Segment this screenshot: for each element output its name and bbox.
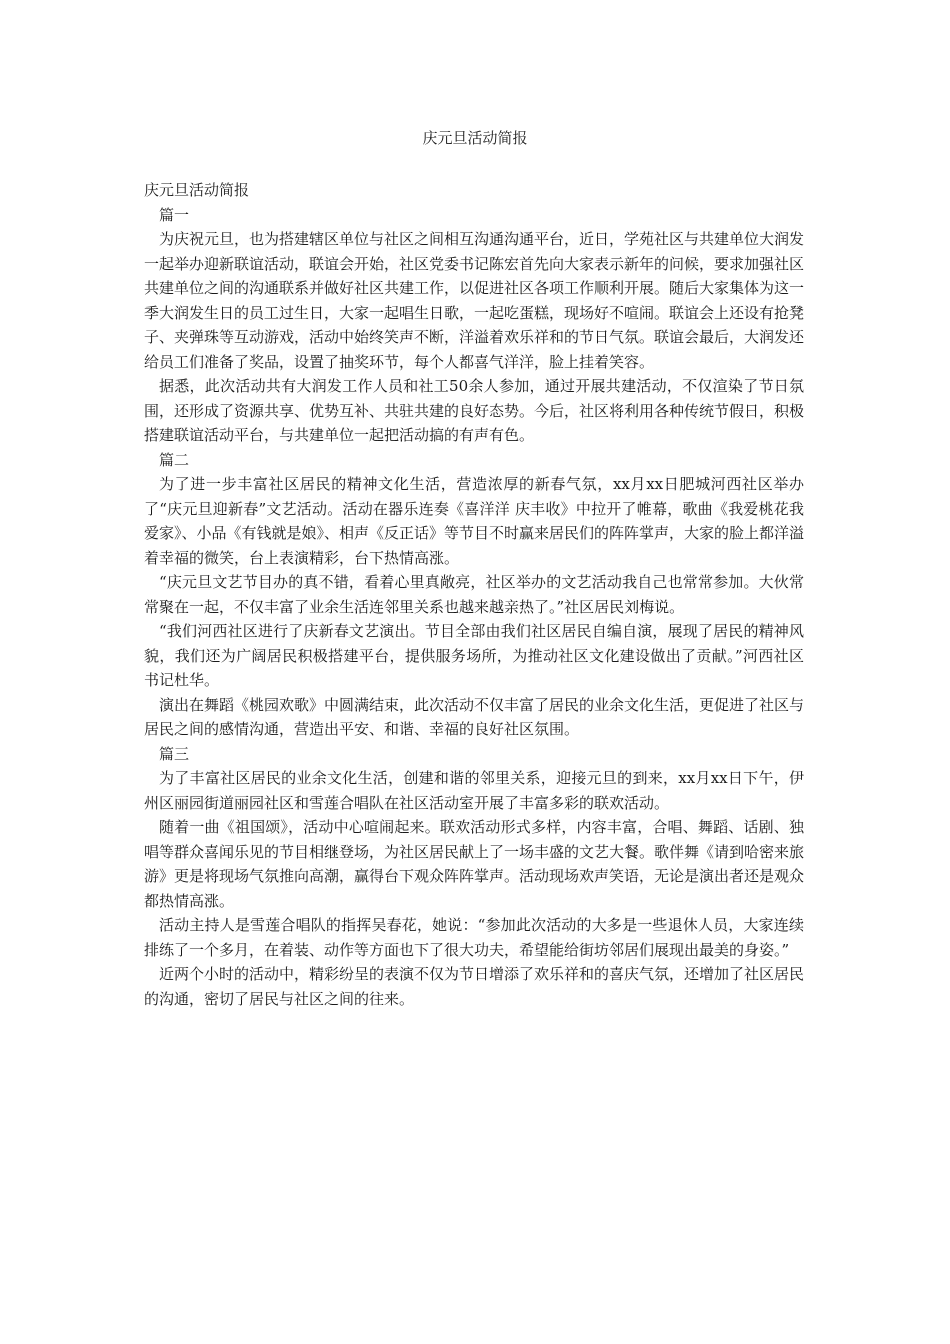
paragraph: 为庆祝元旦，也为搭建辖区单位与社区之间相互沟通沟通平台，近日，学苑社区与共建单位大润发一起举办迎新联谊活动，联谊会开始，社区党委书记陈宏首先向大家表示新年的问候，要求加强社区共建单位之间的沟通联系并做好社区共建工作，以促进社区各项工作顺利开展。随后大家集体为这一季大润发生日的员工过生日，大家一起唱生日歌，一起吃蛋糕，现场好不喧闹。联谊会上还设有抢凳子、夹弹珠等互动游戏，活动中始终笑声不断，洋溢着欢乐祥和的节日气氛。联谊会最后，大润发还给员工们准备了奖品，设置了抽奖环节，每个人都喜气洋洋，脸上挂着笑容。 [144, 230, 805, 371]
document-title: 庆元旦活动简报 [422, 129, 528, 147]
paragraph: 为了丰富社区居民的业余文化生活，创建和谐的邻里关系，迎接元旦的到来，xx月xx日下午，伊州区丽园街道丽园社区和雪莲合唱队在社区活动室开展了丰富多彩的联欢活动。 [144, 769, 804, 812]
paragraph: 据悉，此次活动共有大润发工作人员和社工50余人参加，通过开展共建活动，不仅渲染了节日氛围，还形成了资源共享、优势互补、共驻共建的良好态势。今后，社区将利用各种传统节假日，积极搭建联谊活动平台，与共建单位一起把活动搞的有声有色。 [144, 377, 805, 444]
paragraph: 演出在舞蹈《桃园欢歌》中圆满结束，此次活动不仅丰富了居民的业余文化生活，更促进了社区与居民之间的感情沟通，营造出平安、和谐、幸福的良好社区氛围。 [144, 695, 805, 738]
paragraph: 为了进一步丰富社区居民的精神文化生活，营造浓厚的新春气氛，xx月xx日肥城河西社区举办了“庆元旦迎新春”文艺活动。活动在器乐连奏《喜洋洋 庆丰收》中拉开了帷幕，歌曲《我爱桃花我爱家》、小品《有钱就是娘》、相声《反正话》等节目不时赢来居民们的阵阵掌声，大家的脸上都洋溢着幸福的微笑，台上表演精彩，台下热情高涨。 [144, 475, 805, 567]
paragraph: “庆元旦文艺节目办的真不错，看着心里真敞亮，社区举办的文艺活动我自己也常常参加。大伙常常聚在一起，不仅丰富了业余生活连邻里关系也越来越亲热了。”社区居民刘梅说。 [144, 573, 804, 616]
document-subtitle: 庆元旦活动简报 [144, 181, 250, 199]
section-heading-3: 篇三 [159, 744, 190, 763]
paragraph: 活动主持人是雪莲合唱队的指挥吴春花，她说：“参加此次活动的大多是一些退休人员，大家连续排练了一个多月，在着装、动作等方面也下了很大功夫，希望能给街坊邻居们展现出最美的身姿。” [144, 916, 804, 959]
paragraph: 近两个小时的活动中，精彩纷呈的表演不仅为节日增添了欢乐祥和的喜庆气氛，还增加了社区居民的沟通，密切了居民与社区之间的往来。 [144, 965, 805, 1008]
paragraph: 随着一曲《祖国颂》，活动中心喧闹起来。联欢活动形式多样，内容丰富，合唱、舞蹈、话剧、独唱等群众喜闻乐见的节目相继登场，为社区居民献上了一场丰盛的文艺大餐。歌伴舞《请到哈密来旅游》更是将现场气氛推向高潮，赢得台下观众阵阵掌声。活动现场欢声笑语，无论是演出者还是观众都热情高涨。 [144, 818, 805, 910]
paragraph: “我们河西社区进行了庆新春文艺演出。节目全部由我们社区居民自编自演，展现了居民的精神风貌，我们还为广阔居民积极搭建平台，提供服务场所，为推动社区文化建设做出了贡献。”河西社区书记杜华。 [144, 622, 804, 689]
section-heading-2: 篇二 [159, 450, 190, 469]
section-heading-1: 篇一 [159, 205, 190, 224]
document-body [144, 178, 804, 1011]
